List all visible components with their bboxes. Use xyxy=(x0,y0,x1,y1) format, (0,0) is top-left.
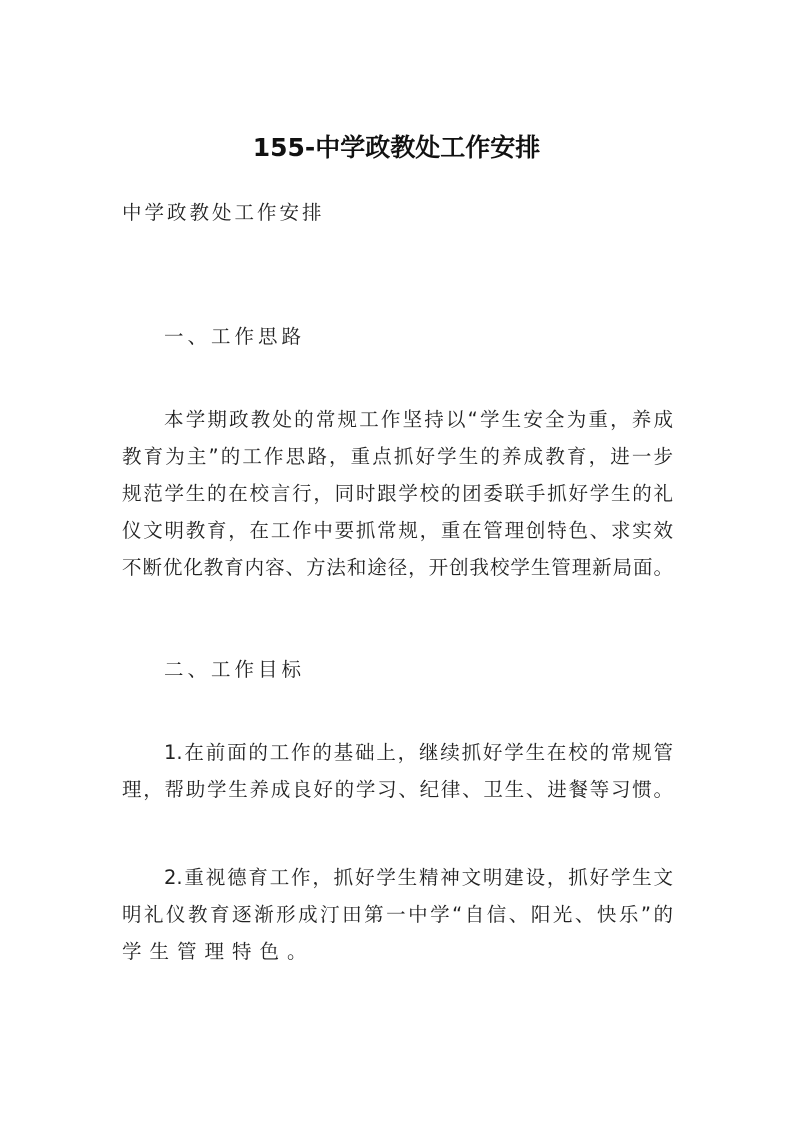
list-item-line: 明礼仪教育逐渐形成汀田第一中学“自信、阳光、快乐”的 xyxy=(122,903,673,926)
paragraph-line: 不断优化教育内容、方法和途径，开创我校学生管理新局面。 xyxy=(122,556,673,579)
section-heading-1: 一、工作思路 xyxy=(164,325,306,348)
list-item-line: 1.在前面的工作的基础上，继续抓好学生在校的常规管 xyxy=(164,741,673,764)
paragraph-line: 本学期政教处的常规工作坚持以“学生安全为重，养成 xyxy=(164,408,673,431)
paragraph-line: 仪文明教育，在工作中要抓常规，重在管理创特色、求实效 xyxy=(122,519,673,542)
document-title: 155-中学政教处工作安排 xyxy=(252,133,541,162)
list-item-line: 学生管理特色。 xyxy=(122,940,315,963)
section-heading-2: 二、工作目标 xyxy=(164,658,306,681)
paragraph-line: 规范学生的在校言行，同时跟学校的团委联手抓好学生的礼 xyxy=(122,482,673,505)
list-item-line: 理，帮助学生养成良好的学习、纪律、卫生、进餐等习惯。 xyxy=(122,778,673,801)
paragraph-line: 教育为主”的工作思路，重点抓好学生的养成教育，进一步 xyxy=(122,445,673,468)
document-subtitle: 中学政教处工作安排 xyxy=(122,201,325,224)
list-item-line: 2.重视德育工作，抓好学生精神文明建设，抓好学生文 xyxy=(164,866,673,889)
